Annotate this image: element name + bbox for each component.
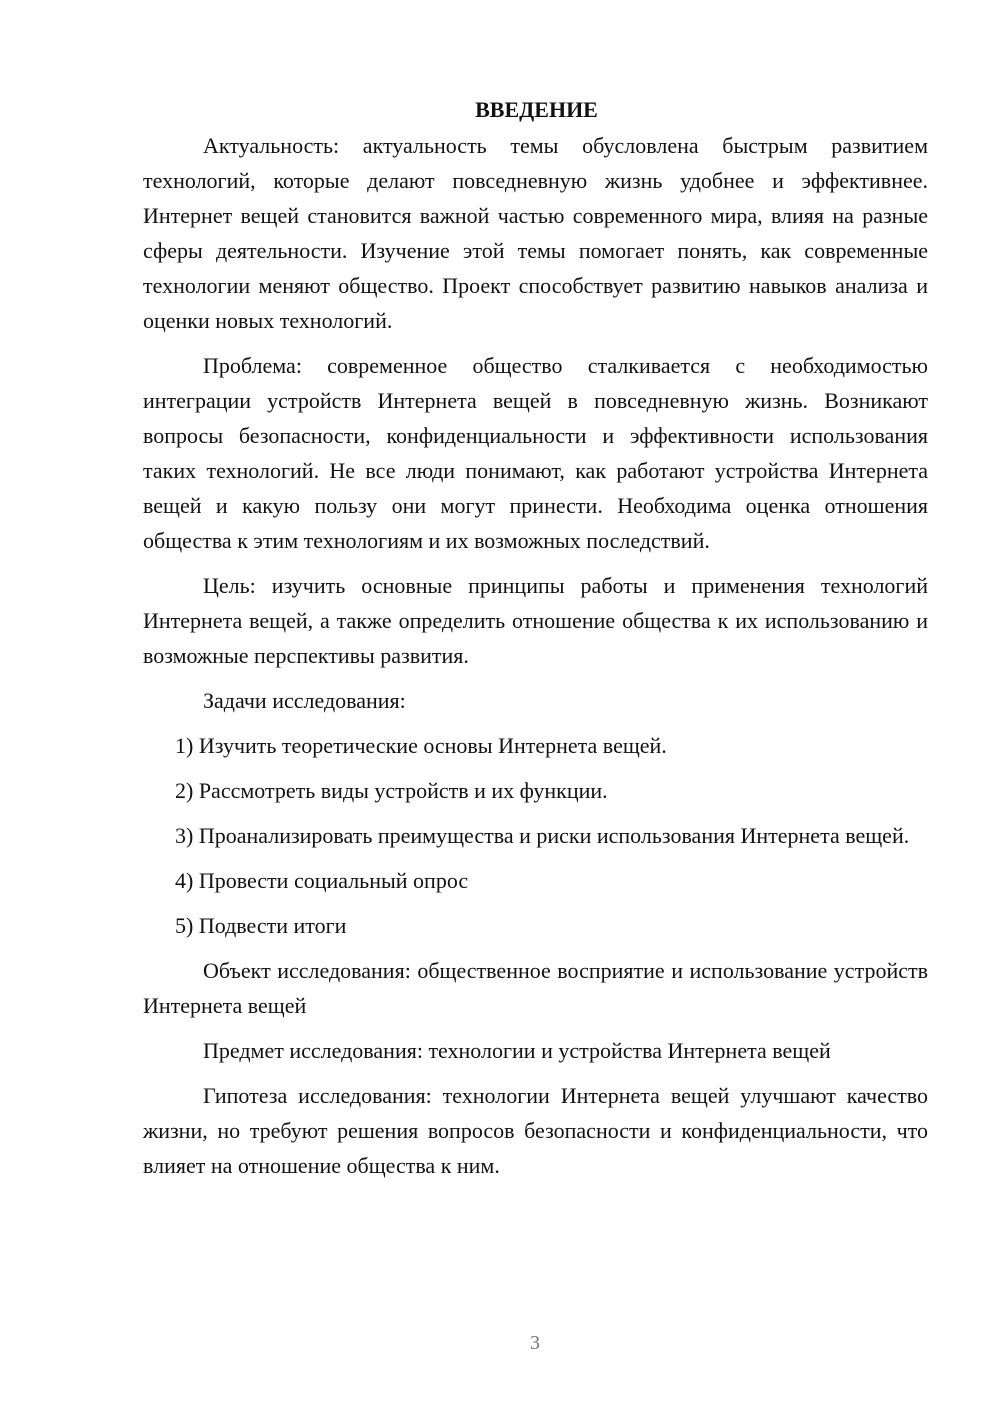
section-heading: ВВЕДЕНИЕ [475, 97, 598, 122]
object-paragraph: Объект исследования: общественное восприятие и использование устройств Интернета вещей [143, 958, 928, 1018]
goal-paragraph: Цель: изучить основные принципы работы и применения технологий Интернета вещей, а также определить отношение общества к их использованию и возможные перспективы развития. [143, 573, 928, 668]
page-number: 3 [530, 1332, 540, 1354]
subject-paragraph: Предмет исследования: технологии и устройства Интернета вещей [203, 1038, 831, 1063]
task-item-3: 3) Проанализировать преимущества и риски использования Интернета вещей. [175, 823, 910, 848]
task-item-1: 1) Изучить теоретические основы Интернета вещей. [175, 733, 667, 758]
task-item-5: 5) Подвести итоги [175, 913, 347, 938]
page-content [143, 92, 928, 1193]
task-item-2: 2) Рассмотреть виды устройств и их функции. [175, 778, 608, 803]
hypothesis-paragraph: Гипотеза исследования: технологии Интернета вещей улучшают качество жизни, но требуют решения вопросов безопасности и конфиденциальности, что влияет на отношение общества к ним. [143, 1083, 928, 1178]
tasks-title: Задачи исследования: [203, 688, 406, 713]
relevance-paragraph: Актуальность: актуальность темы обусловлена быстрым развитием технологий, которые делают повседневную жизнь удобнее и эффективнее. Интернет вещей становится важной частью современного мира, влияя на разные сферы деятельности. Изучение этой темы помогает понять, как современные технологии меняют общество. Проект способствует развитию навыков анализа и оценки новых технологий. [143, 133, 928, 333]
task-item-4: 4) Провести социальный опрос [175, 868, 469, 893]
problem-paragraph: Проблема: современное общество сталкивается с необходимостью интеграции устройств Интернета вещей в повседневную жизнь. Возникают вопросы безопасности, конфиденциальности и эффективности использования таких технологий. Не все люди понимают, как работают устройства Интернета вещей и какую пользу они могут принести. Необходима оценка отношения общества к этим технологиям и их возможных последствий. [143, 353, 928, 553]
